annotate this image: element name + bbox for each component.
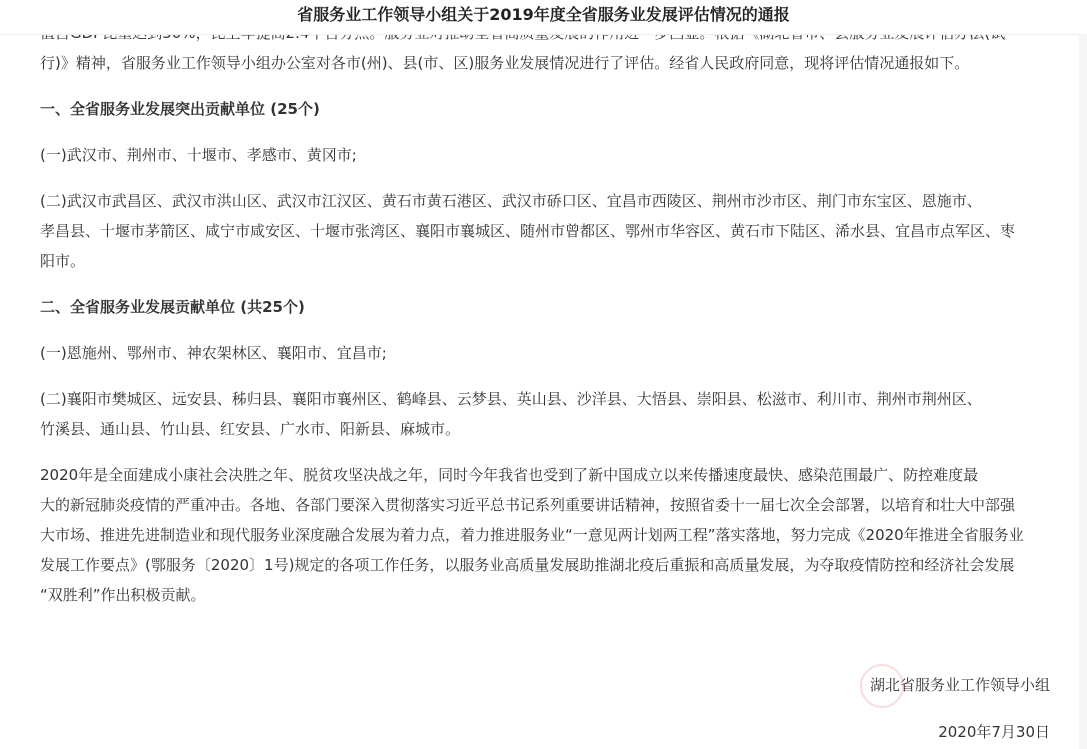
scrollbar[interactable] <box>1079 34 1087 749</box>
section-1-list-b-line-3: 阳市。 <box>40 252 86 270</box>
header-bar <box>0 0 1087 35</box>
signature-date: 2020年7月30日 <box>938 723 1050 741</box>
intro-paragraph: 行)》精神，省服务业工作领导小组办公室对各市(州)、县(市、区)服务业发展情况进行了评估。经省人民政府同意，现将评估情况通报如下。 <box>40 54 970 72</box>
section-1-list-b-line-1: (二)武汉市武昌区、武汉市洪山区、武汉市江汉区、黄石市黄石港区、武汉市硚口区、宜昌市西陵区、荆州市沙市区、荆门市东宝区、恩施市、 <box>40 192 982 210</box>
section-1-list-b-line-2: 孝昌县、十堰市茅箭区、咸宁市咸安区、十堰市张湾区、襄阳市襄城区、随州市曾都区、鄂州市华容区、黄石市下陆区、浠水县、宜昌市点军区、枣 <box>40 222 1016 240</box>
signature-organization: 湖北省服务业工作领导小组 <box>869 676 1050 694</box>
closing-line-5: “双胜利”作出积极贡献。 <box>40 586 206 604</box>
section-2-heading: 二、全省服务业发展贡献单位 (共25个) <box>40 298 305 316</box>
closing-line-1: 2020年是全面建成小康社会决胜之年、脱贫攻坚决战之年，同时今年我省也受到了新中国成立以来传播速度最快、感染范围最广、防控难度最 <box>40 466 979 484</box>
closing-line-4: 发展工作要点》(鄂服务〔2020〕1号)规定的各项工作任务，以服务业高质量发展助推湖北疫后重振和高质量发展，为夺取疫情防控和经济社会发展 <box>40 556 1015 574</box>
section-1-heading: 一、全省服务业发展突出贡献单位 (25个) <box>40 100 320 118</box>
document-body <box>40 38 1050 610</box>
section-2-list-b-line-2: 竹溪县、通山县、竹山县、红安县、广水市、阳新县、麻城市。 <box>40 420 461 438</box>
closing-line-3: 大市场、推进先进制造业和现代服务业深度融合发展为着力点，着力推进服务业“一意见两计划两工程”落实落地，努力完成《2020年推进全省服务业 <box>40 526 1024 544</box>
section-2-list-a: (一)恩施州、鄂州市、神农架林区、襄阳市、宜昌市; <box>40 344 387 362</box>
section-1-list-a: (一)武汉市、荆州市、十堰市、孝感市、黄冈市; <box>40 146 357 164</box>
closing-line-2: 大的新冠肺炎疫情的严重冲击。各地、各部门要深入贯彻落实习近平总书记系列重要讲话精神，按照省委十一届七次全会部署，以培育和壮大中部强 <box>40 496 1016 514</box>
section-2-list-b-line-1: (二)襄阳市樊城区、远安县、秭归县、襄阳市襄州区、鹤峰县、云梦县、英山县、沙洋县、大悟县、崇阳县、松滋市、利川市、荆州市荆州区、 <box>40 390 982 408</box>
page-title: 省服务业工作领导小组关于2019年度全省服务业发展评估情况的通报 <box>297 5 790 24</box>
